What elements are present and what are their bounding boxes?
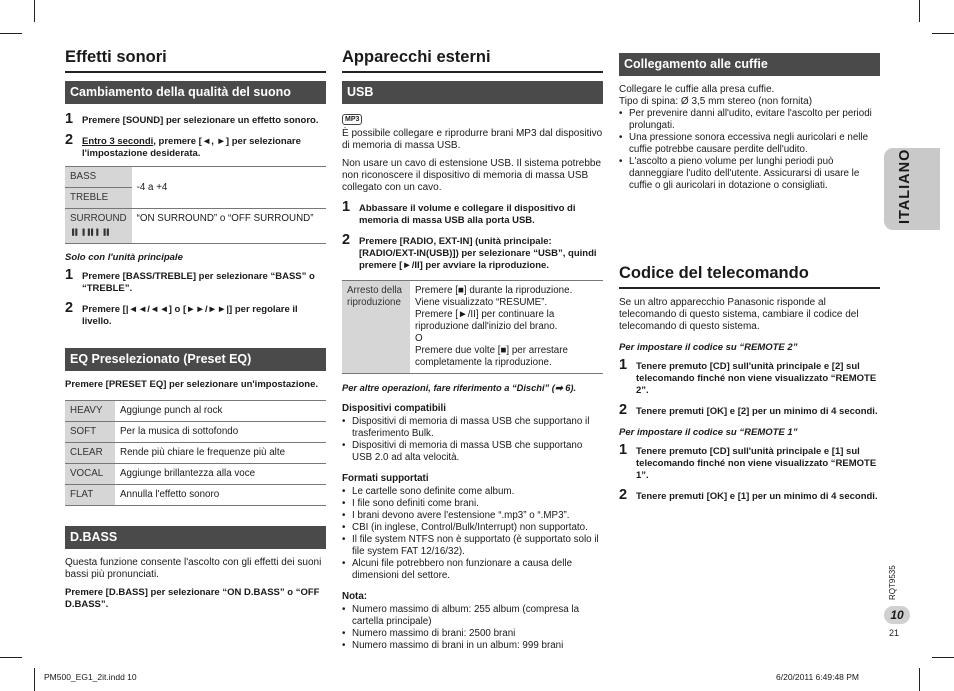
- step-1: [619, 358, 880, 397]
- table-key: HEAVY: [65, 401, 115, 422]
- step-text: Tenere premuti [OK] e [2] per un minimo di 4 secondi.: [636, 406, 878, 417]
- table-key: SOFT: [65, 422, 115, 443]
- formats-list: [342, 486, 603, 582]
- step-text: Tenere premuto [CD] sull'unità principale e [2] sul telecomando finché non viene visualizzato “REMOTE 2”.: [636, 361, 877, 396]
- table-key: [65, 209, 132, 244]
- usb-intro: È possibile collegare e riprodurre brani MP3 dal dispositivo di memoria di massa USB.: [342, 128, 603, 151]
- list-item: • Una pressione sonora eccessiva negli auricolari e nelle cuffie potrebbe causare perdite dell'udito.: [619, 132, 880, 156]
- table-key: TREBLE: [65, 188, 132, 209]
- dbass-instruction: Premere [D.BASS] per selezionare “ON D.BASS” o “OFF D.BASS”.: [65, 587, 320, 610]
- step-text: [82, 133, 326, 160]
- table-value: [410, 281, 603, 374]
- surround-label: SURROUND: [70, 213, 127, 224]
- table-row: [65, 485, 326, 506]
- crop-mark: [34, 668, 35, 691]
- list-item: • Alcuni file potrebbero non funzionare a causa delle dimensioni del settore.: [342, 558, 603, 582]
- table-value: -4 a +4: [132, 167, 326, 209]
- usb-warning: Non usare un cavo di estensione USB. Il sistema potrebbe non riconoscere il dispositivo di memoria di massa USB collegato con un cavo.: [342, 158, 602, 193]
- language-tab-label: ITALIANO: [897, 148, 913, 224]
- list-item: • CBI (in inglese, Control/Bulk/Interrupt) non supportato.: [342, 522, 603, 534]
- formats-title: Formati supportati: [342, 473, 429, 484]
- subsection-bar-usb: USB: [342, 81, 603, 104]
- step-text: Tenere premuto [CD] sull'unità principale e [1] sul telecomando finché non viene visualizzato “REMOTE 1”.: [636, 446, 877, 481]
- step-number: 2: [65, 300, 74, 316]
- column-sound-effects: [65, 48, 326, 617]
- subsection-bar-dbass: D.BASS: [65, 526, 326, 549]
- footer-timestamp: 6/20/2011 6:49:48 PM: [776, 672, 860, 682]
- column-external-devices: [342, 48, 603, 658]
- table-value-line: O: [415, 333, 423, 344]
- remote-code-intro: Se un altro apparecchio Panasonic risponde al telecomando di questo sistema, cambiare il codice del telecomando di questo sistema.: [619, 297, 859, 332]
- step-number: 1: [619, 442, 628, 458]
- step-2: [65, 301, 326, 328]
- page-number: 10: [884, 606, 910, 624]
- step-number: 2: [65, 132, 74, 148]
- surround-indicator-icon: ▐▌▐▐▌▌▐▌: [70, 230, 113, 236]
- document-code: RQT9535: [888, 565, 897, 600]
- list-item: • I brani devono avere l'estensione “.mp3” o “.MP3”.: [342, 510, 603, 522]
- footer-filename: PM500_EG1_2it.indd 10: [44, 672, 137, 682]
- list-item: • Le cartelle sono definite come album.: [342, 486, 603, 498]
- table-value-line: Premere due volte [■] per arrestare completamente la riproduzione.: [415, 345, 568, 368]
- preset-eq-intro: Premere [PRESET EQ] per selezionare un'impostazione.: [65, 379, 319, 390]
- table-row: [65, 464, 326, 485]
- remote1-title: Per impostare il codice su “REMOTE 1”: [619, 427, 798, 438]
- section-title-remote-code: Codice del telecomando: [619, 264, 880, 289]
- crop-mark: [932, 33, 954, 34]
- crop-mark: [919, 668, 920, 691]
- list-item: • Numero massimo di album: 255 album (compresa la cartella principale): [342, 604, 603, 628]
- step-1: [65, 268, 326, 295]
- step-text: Premere [RADIO, EXT-IN] (unità principale: [RADIO/EXT-IN(USB)]) per selezionare “USB”, quindi premere [►/II] per avviare la riproduzione.: [359, 236, 597, 271]
- table-value: Per la musica di sottofondo: [115, 422, 326, 443]
- compat-title: Dispositivi compatibili: [342, 403, 446, 414]
- mp3-badge-icon: MP3: [342, 114, 362, 125]
- table-value-line: Viene visualizzato “RESUME”.: [415, 297, 548, 308]
- crop-mark: [919, 0, 920, 22]
- subsection-bar-sound-quality: Cambiamento della qualità del suono: [65, 81, 326, 104]
- headphones-plug-type: Tipo di spina: Ø 3,5 mm stereo (non fornita): [619, 96, 813, 107]
- headphones-connect: Collegare le cuffie alla presa cuffie.: [619, 84, 775, 95]
- subsection-bar-preset-eq: EQ Preselezionato (Preset EQ): [65, 348, 326, 371]
- table-row: [65, 422, 326, 443]
- step-number: 1: [65, 111, 74, 127]
- crop-mark: [932, 657, 954, 658]
- section-title-apparecchi-esterni: Apparecchi esterni: [342, 48, 603, 73]
- table-value-line: Premere [■] durante la riproduzione.: [415, 285, 573, 296]
- table-value-line: Premere [►/II] per continuare la riproduzione dall'inizio del brano.: [415, 309, 558, 332]
- table-value: Annulla l'effetto sonoro: [115, 485, 326, 506]
- table-key: CLEAR: [65, 443, 115, 464]
- compat-list: [342, 416, 603, 464]
- subsection-bar-headphones: Collegamento alle cuffie: [619, 53, 880, 76]
- table-value: Aggiunge brillantezza alla voce: [115, 464, 326, 485]
- step-text: Abbassare il volume e collegare il dispositivo di memoria di massa USB alla porta USB.: [359, 203, 576, 226]
- table-row: [65, 209, 326, 244]
- table-key: BASS: [65, 167, 132, 188]
- table-row: [342, 281, 603, 374]
- step-text: Tenere premuti [OK] e [1] per un minimo di 4 secondi.: [636, 491, 878, 502]
- list-item: • Numero massimo di brani in un album: 999 brani: [342, 640, 603, 652]
- list-item: • Per prevenire danni all'udito, evitare l'ascolto per periodi prolungati.: [619, 108, 880, 132]
- list-item: • Dispositivi di memoria di massa USB che supportano USB 2.0 ad alta velocità.: [342, 440, 603, 464]
- step-number: 1: [619, 357, 628, 373]
- step-text: Premere [BASS/TREBLE] per selezionare “BASS” o “TREBLE”.: [82, 271, 315, 294]
- page-sub-number: 21: [889, 628, 900, 638]
- note-main-unit-only: Solo con l'unità principale: [65, 252, 183, 263]
- step-emphasis: Entro 3 secondi: [82, 136, 154, 147]
- crop-mark: [0, 657, 22, 658]
- section-title-effetti-sonori: Effetti sonori: [65, 48, 326, 73]
- step-2: [342, 233, 603, 272]
- step-number: 2: [619, 487, 628, 503]
- table-key: Arresto della riproduzione: [342, 281, 410, 374]
- table-value: Aggiunge punch al rock: [115, 401, 326, 422]
- step-2: [619, 403, 880, 418]
- step-text: Premere [|◄◄/◄◄] o [►►/►►|] per regolare il livello.: [82, 304, 298, 327]
- step-1: [342, 200, 603, 227]
- step-2: [619, 488, 880, 503]
- headphones-warnings: [619, 108, 880, 192]
- table-key: FLAT: [65, 485, 115, 506]
- step-1: [65, 112, 326, 127]
- preset-eq-table: [65, 400, 326, 506]
- remote2-title: Per impostare il codice su “REMOTE 2”: [619, 342, 798, 353]
- column-headphones-remote: [619, 48, 880, 509]
- step-2: [65, 133, 326, 160]
- step-text-rest: , premere [◄, ►] per selezionare l'impostazione desiderata.: [82, 136, 301, 159]
- step-number: 1: [65, 267, 74, 283]
- nota-list: [342, 604, 603, 652]
- sound-settings-table: [65, 166, 326, 244]
- list-item: • Numero massimo di brani: 2500 brani: [342, 628, 603, 640]
- list-item: • Dispositivi di memoria di massa USB che supportano il trasferimento Bulk.: [342, 416, 603, 440]
- table-value: “ON SURROUND” o “OFF SURROUND”: [132, 209, 326, 244]
- table-value: Rende più chiare le frequenze più alte: [115, 443, 326, 464]
- step-number: 2: [619, 402, 628, 418]
- list-item: • Il file system NTFS non è supportato (è supportato solo il file system FAT 12/16/32).: [342, 534, 603, 558]
- table-row: [65, 167, 326, 188]
- table-key: VOCAL: [65, 464, 115, 485]
- step-number: 2: [342, 232, 351, 248]
- dbass-description: Questa funzione consente l'ascolto con gli effetti dei suoni bassi più pronunciati.: [65, 557, 322, 580]
- more-operations-ref: Per altre operazioni, fare riferimento a “Dischi” (➡ 6).: [342, 383, 577, 393]
- nota-title: Nota:: [342, 591, 368, 602]
- step-text: Premere [SOUND] per selezionare un effetto sonoro.: [82, 115, 319, 126]
- stop-playback-table: [342, 280, 603, 374]
- list-item: • I file sono definiti come brani.: [342, 498, 603, 510]
- table-row: [65, 401, 326, 422]
- crop-mark: [0, 33, 22, 34]
- list-item: • L'ascolto a pieno volume per lunghi periodi può danneggiare l'udito dell'utente. Assicurarsi di usare le cuffie o gli auricolari in dotazione o consigliati.: [619, 156, 880, 192]
- crop-mark: [34, 0, 35, 22]
- table-row: [65, 443, 326, 464]
- step-1: [619, 443, 880, 482]
- step-number: 1: [342, 199, 351, 215]
